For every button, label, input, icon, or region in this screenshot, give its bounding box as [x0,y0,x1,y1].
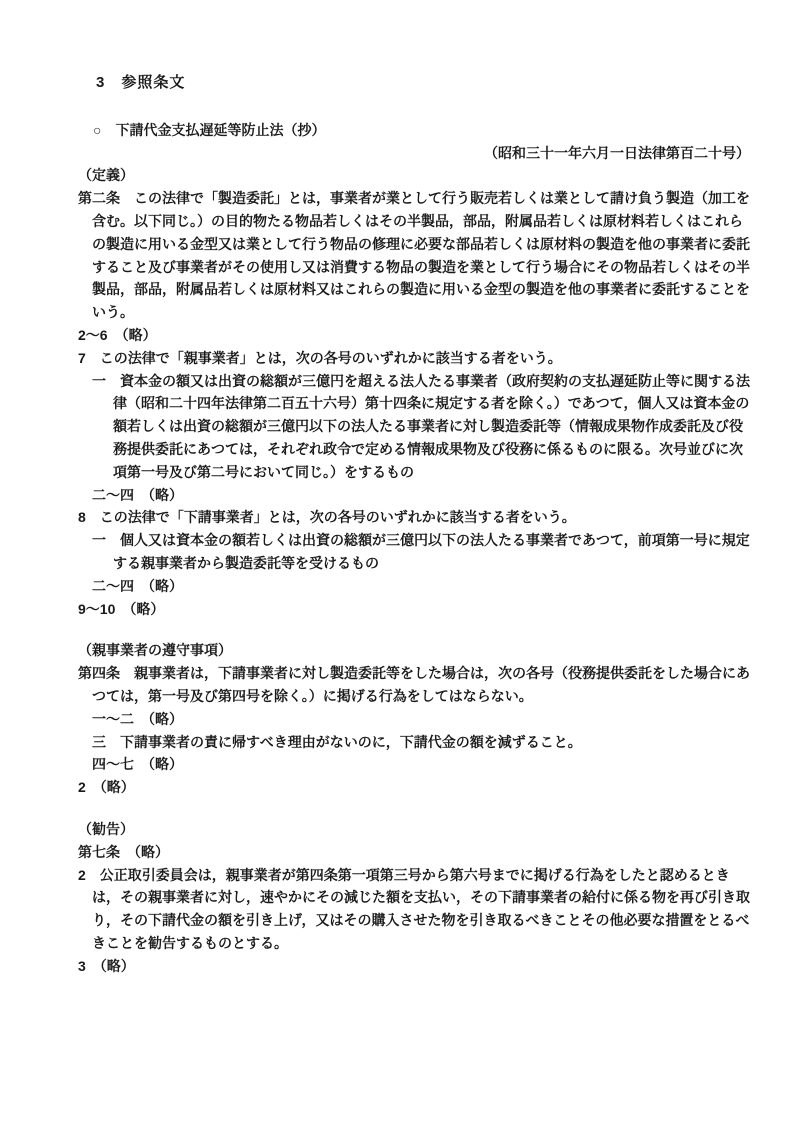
article-2-paragraph-1: 第二条 この法律で「製造委託」とは，事業者が業として行う販売若しくは業として請け負う製造（加工を含む。以下同じ。）の目的物たる物品若しくはその半製品，部品，附属品若しくは原材料若しくはこれらの製造に用いる金型又は業として行う物品の修理に必要な部品若しくは原材料の製造を他の事業者に委託すること及び事業者がその使用し又は消費する物品の製造を業として行う場合にその物品若しくはその半製品，部品，附属品若しくは原材料又はこれらの製造に用いる金型の製造を他の事業者に委託することをいう。 [78,190,750,321]
article-2-paragraphs-2-6: 2～6 （略） [78,326,157,343]
article-4-items-1-2: 一～二 （略） [92,710,183,727]
law-promulgation-number: （昭和三十一年六月一日法律第百二十号） [484,144,750,161]
heading-definitions: （定義） [78,167,134,184]
law-title: ○ 下請代金支払遅延等防止法（抄） [93,121,326,138]
article-2-paragraph-7: 7 この法律で「親事業者」とは，次の各号のいずれかに該当する者をいう。 [78,349,562,366]
article-4-paragraph-1: 第四条 親事業者は，下請事業者に対し製造委託等をした場合は，次の各号（役務提供委託をした場合にあつては，第一号及び第四号を除く。）に掲げる行為をしてはならない。 [78,665,750,704]
article-2-paragraphs-9-10: 9～10 （略） [78,600,165,617]
article-7-paragraph-1: 第七条 （略） [78,843,169,860]
law-body [78,164,750,977]
article-2-paragraph-8: 8 この法律で「下請事業者」とは，次の各号のいずれかに該当する者をいう。 [78,509,576,526]
article-2-paragraph-8-item-1: 一 個人又は資本金の額若しくは出資の総額が三億円以下の法人たる事業者であつて，前項第一号に規定する親事業者から製造委託等を受けるもの [92,532,750,571]
article-2-paragraph-7-item-1: 一 資本金の額又は出資の総額が三億円を超える法人たる事業者（政府契約の支払遅延防止等に関する法律（昭和二十四年法律第二百五十六号）第十四条に規定する者を除く。）であつて，個人又は資本金の額若しくは出資の総額が三億円以下の法人たる事業者に対し製造委託等（情報成果物作成委託及び役務提供委託にあつては，それぞれ政令で定める情報成果物及び役務に係るものに限る。次号並びに次項第一号及び第二号において同じ。）をするもの [92,372,750,480]
article-2-paragraph-8-items-2-4: 二～四 （略） [92,577,183,594]
article-4-items-4-7: 四～七 （略） [92,756,183,773]
heading-recommendation: （勧告） [78,820,134,837]
article-4-paragraph-2: 2 （略） [78,779,135,796]
section-heading: 3 参照条文 [96,74,186,91]
article-7-paragraph-2: 2 公正取引委員会は，親事業者が第四条第一項第三号から第六号までに掲げる行為をしたと認めるときは，その親事業者に対し，速やかにその減じた額を支払い，その下請事業者の給付に係る物を再び引き取り，その下請代金の額を引き上げ，又はその購入させた物を引き取るべきことその他必要な措置をとるべきことを勧告するものとする。 [78,866,750,951]
article-7-paragraph-3: 3 （略） [78,957,135,974]
heading-parent-business-obligations: （親事業者の遵守事項） [78,642,232,659]
article-2-paragraph-7-items-2-4: 二～四 （略） [92,486,183,503]
article-4-item-3: 三 下請事業者の責に帰すべき理由がないのに，下請代金の額を減ずること。 [92,733,582,750]
